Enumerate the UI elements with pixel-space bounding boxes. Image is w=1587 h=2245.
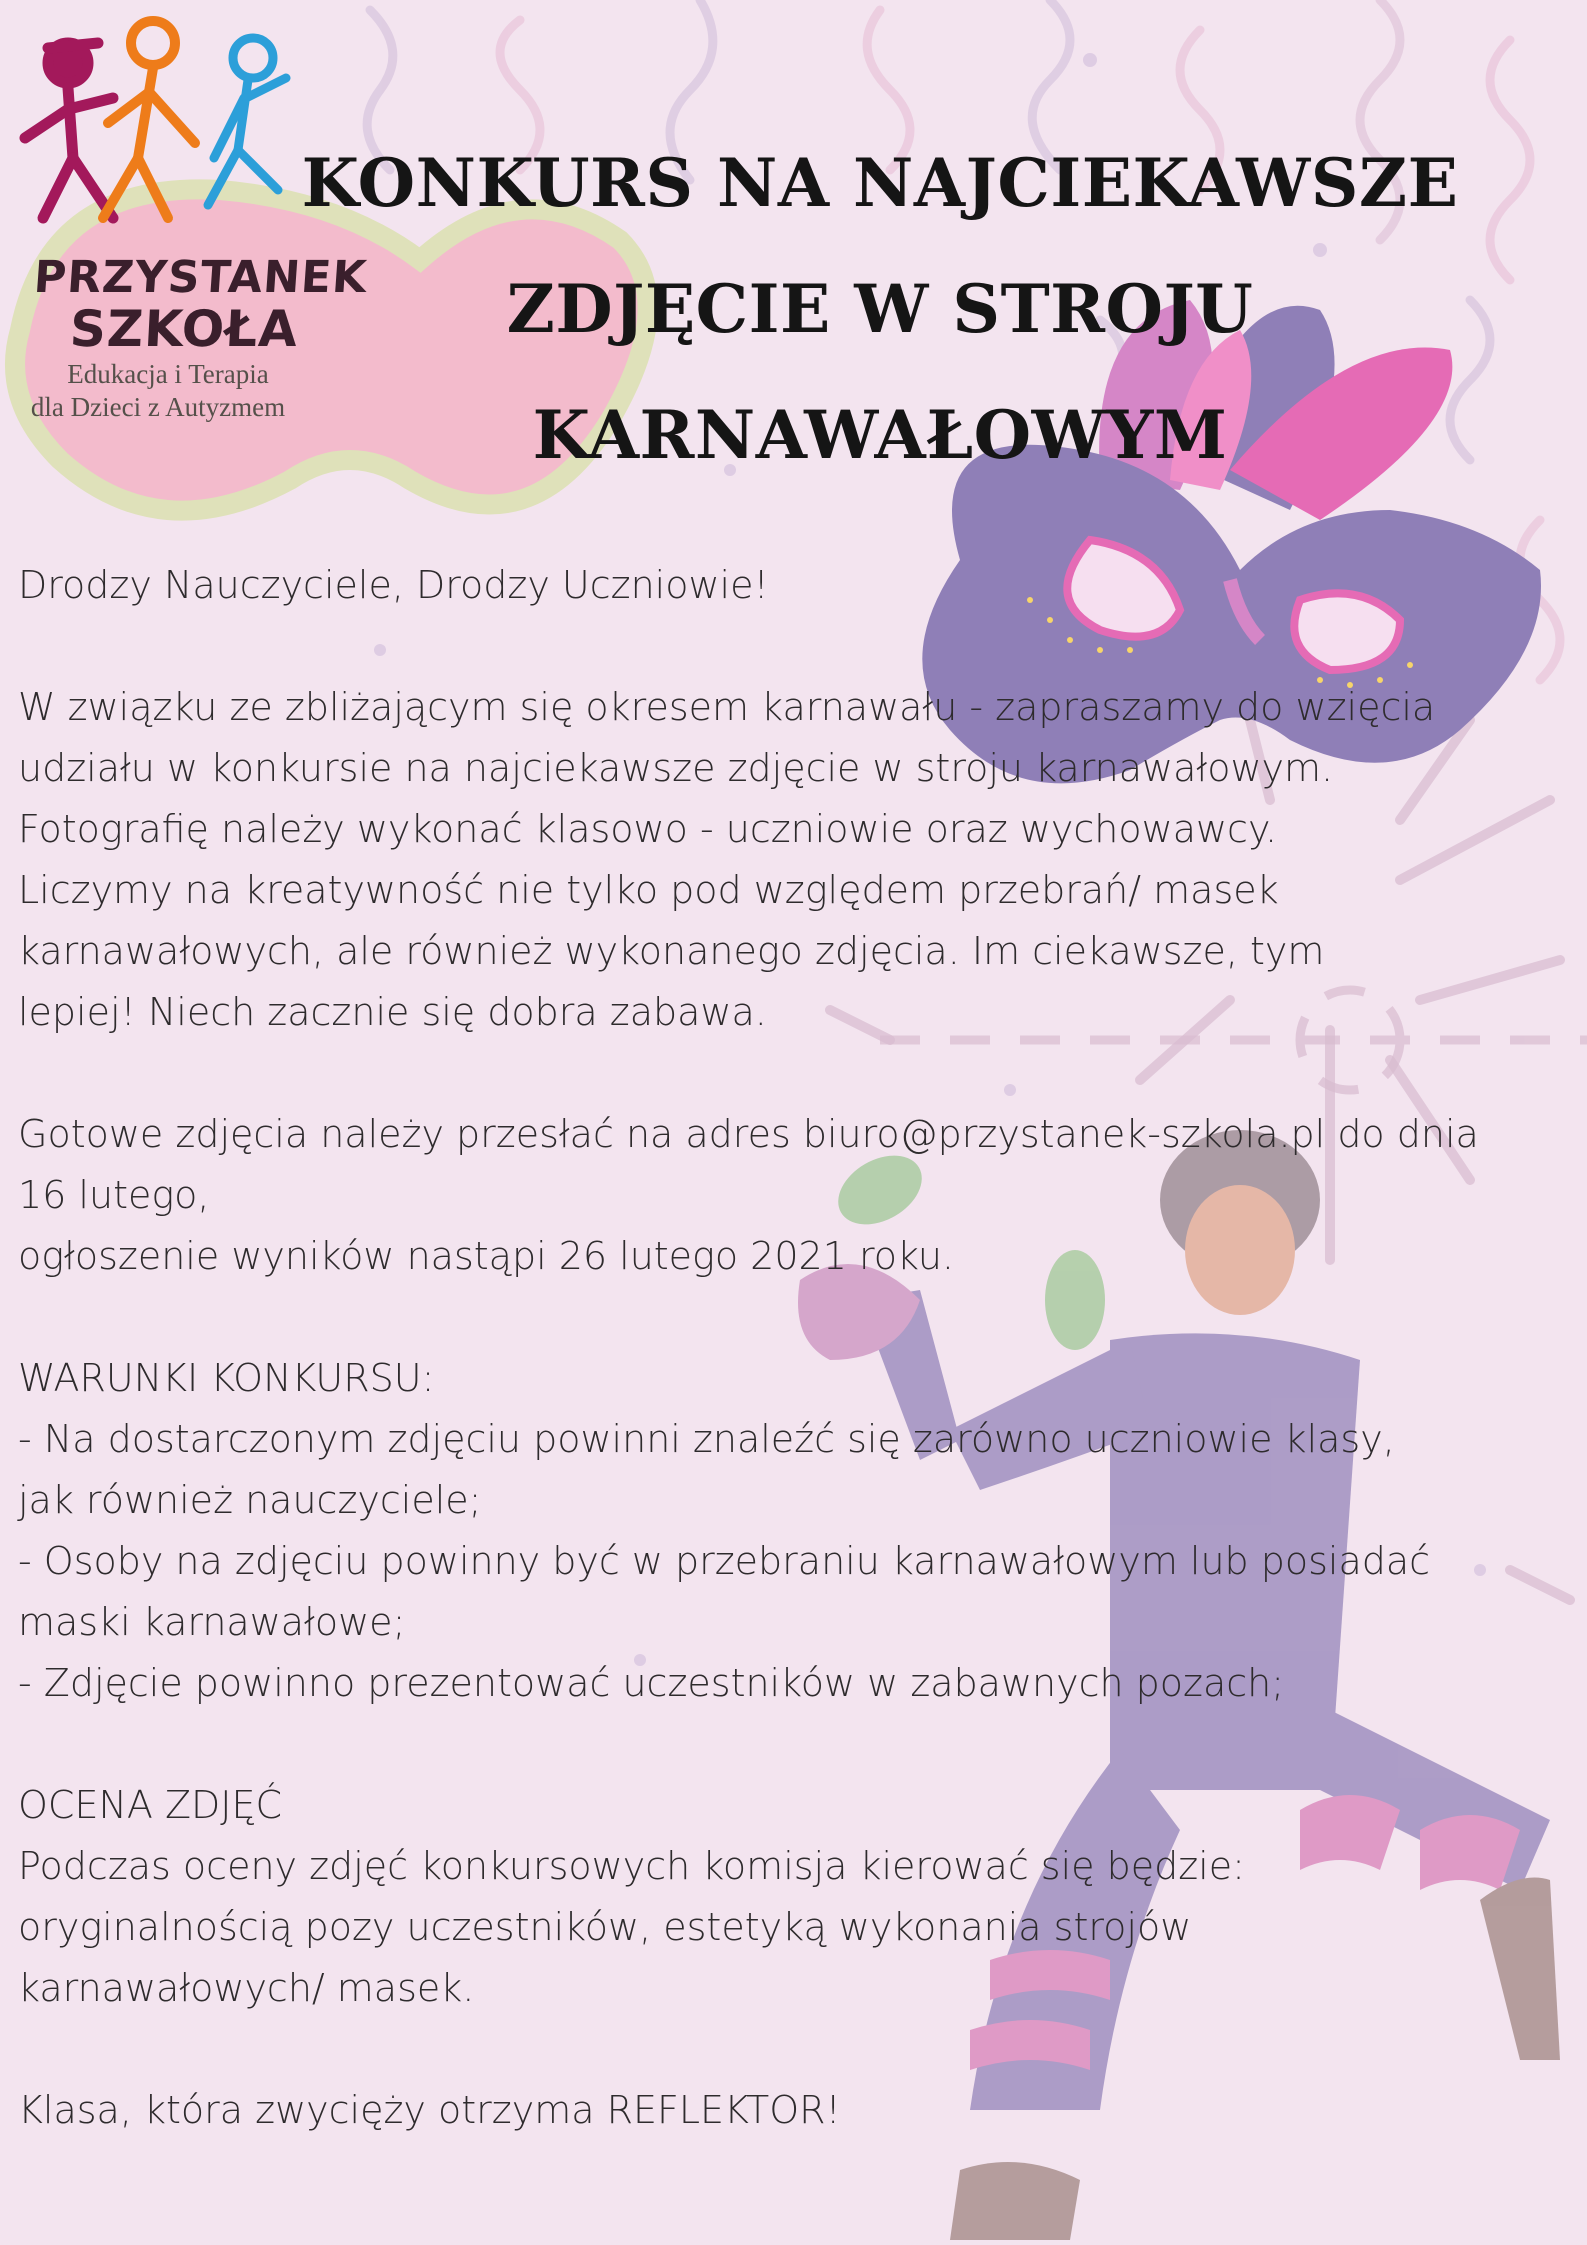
logo-subtitle-1: Edukacja i Terapia: [67, 359, 269, 389]
intro-line: W związku ze zbliżającym się okresem karnawału - zapraszamy do wzięcia: [18, 685, 1436, 729]
intro-line: lepiej! Niech zacznie się dobra zabawa.: [18, 990, 767, 1034]
conditions-heading: WARUNKI KONKURSU:: [18, 1356, 435, 1400]
intro-line: Fotografię należy wykonać klasowo - uczniowie oraz wychowawcy.: [18, 807, 1278, 851]
condition-line: maski karnawałowe;: [18, 1600, 406, 1644]
evaluation-heading: OCENA ZDJĘĆ: [18, 1783, 282, 1827]
evaluation-line: oryginalnością pozy uczestników, estetyką wykonania strojów: [18, 1905, 1192, 1949]
announcement-body: [18, 555, 1558, 2141]
closing-line: Klasa, która zwycięży otrzyma REFLEKTOR!: [18, 2088, 841, 2132]
logo-word-2: SZKOŁA: [68, 300, 300, 358]
deadline-line: ogłoszenie wyników nastąpi 26 lutego 2021 roku.: [18, 1234, 955, 1278]
intro-line: udziału w konkursie na najciekawsze zdjęcie w stroju karnawałowym.: [18, 746, 1334, 790]
evaluation-line: Podczas oceny zdjęć konkursowych komisja kierować się będzie:: [18, 1844, 1245, 1888]
title-line: ZDJĘCIE W STROJU: [506, 270, 1254, 348]
greeting: Drodzy Nauczyciele, Drodzy Uczniowie!: [18, 563, 769, 607]
evaluation-line: karnawałowych/ masek.: [18, 1966, 475, 2010]
condition-line: jak również nauczyciele;: [18, 1478, 482, 1522]
logo-word-1: PRZYSTANEK: [32, 252, 370, 303]
logo-subtitle-2: dla Dzieci z Autyzmem: [30, 392, 286, 422]
intro-line: Liczymy na kreatywność nie tylko pod względem przebrań/ masek: [18, 868, 1279, 912]
condition-line: - Na dostarczonym zdjęciu powinni znaleźć się zarówno uczniowie klasy,: [18, 1417, 1395, 1461]
title-line: KONKURS NA NAJCIEKAWSZE: [301, 144, 1459, 222]
condition-line: - Osoby na zdjęciu powinny być w przebraniu karnawałowym lub posiadać: [18, 1539, 1431, 1583]
title-line: KARNAWAŁOWYM: [532, 396, 1228, 474]
page-title: [300, 120, 1460, 498]
deadline-line: Gotowe zdjęcia należy przesłać na adres biuro@przystanek-szkola.pl do dnia: [18, 1112, 1479, 1156]
condition-line: - Zdjęcie powinno prezentować uczestników w zabawnych pozach;: [18, 1661, 1285, 1705]
logo-figures-icon: [8, 8, 308, 248]
deadline-line: 16 lutego,: [18, 1173, 210, 1217]
logo: [8, 8, 370, 428]
intro-line: karnawałowych, ale również wykonanego zdjęcia. Im ciekawsze, tym: [18, 929, 1325, 973]
